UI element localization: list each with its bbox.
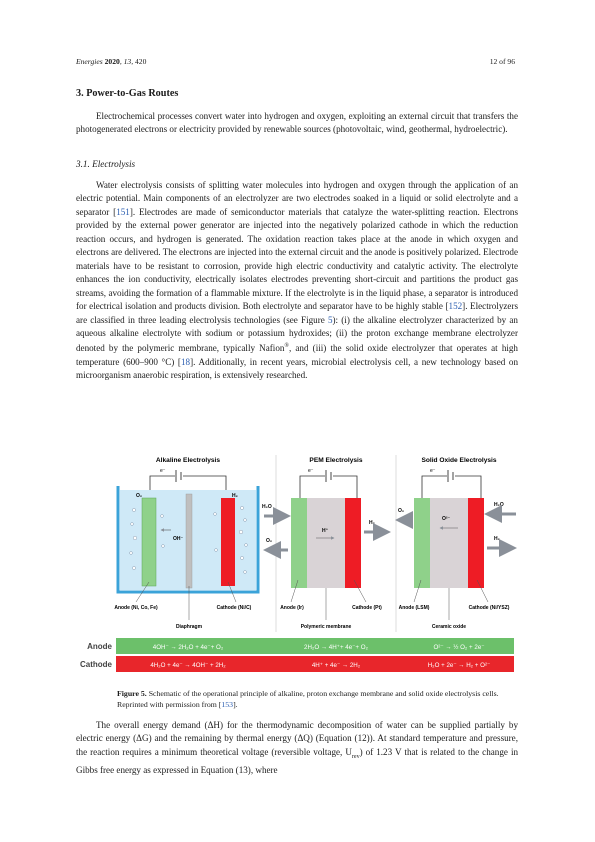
cathode-electrode [345,498,361,588]
cathode-electrode [468,498,484,588]
anode-electrode [142,498,156,586]
anode-material-label: Anode (LSM) [398,605,430,611]
anode-reaction: O²⁻ → ½ O₂ + 2e⁻ [433,644,485,651]
cathode-electrode [221,498,235,586]
ion-label: H⁺ [322,528,329,534]
ion-label: OH⁻ [173,536,184,542]
anode-electrode [291,498,307,588]
electrolysis-paragraph: Water electrolysis consists of splitting water molecules into hydrogen and oxygen through the application of an electric potential. Main components of an electrolyzer are two electrodes soaked in a liquid or solid electrolyte and a separator [151]. Electrodes are made of semiconductor materials that catalyze the water-splitting reaction. Electrons provided by the external power generator are injected into the negatively polarized cathode in which the reduction reaction occurs, and hydrogen is generated. The oxidation reaction takes place at the anode in which oxygen and electrons are delivered. The electrons are injected into the external circuit and the anode is positively polarized. Electrode materials have to be resistant to corrosion, provide high electric conductivity and catalytic activity. The electrolyte enhances the ion conductivity, electrically isolates electrodes preventing short-circuit and partitions the product gas streams, avoiding the formation of a flammable mixture. If the electrolyte is in the liquid phase, a separator is introduced for electrical isolation and products division. Both electrolyte and separator have to be highly stable [152]. Electrolyzers are classified in three leading electrolysis technologies (see Figure 5): (i) the alkaline electrolyzer characterized by an aqueous alkaline electrolyte with sodium or potassium hydroxides; (ii) the proton exchange membrane electrolyzer denoted by the polymeric membrane, typically Nafion®, and (iii) the solid oxide electrolyzer that operates at high temperature (600–900 °C) [18]. Additionally, in recent years, microbial electrolysis cell, a new technology based on microorganism anaerobic respiration, is extensively researched. [76,180,519,381]
h2-label: H₂ [232,493,238,499]
intro-paragraph: Electrochemical processes convert water into hydrogen and oxygen, exploiting an external circuit that transfers the photogenerated electrons or electricity provided by renewable sources (photovoltaic, wind, geothermal, hydroelectric). [76,111,518,135]
separator-label: Ceramic oxide [431,624,467,630]
citation-link[interactable]: 151 [116,206,130,217]
anode-material-label: Anode (Ir) [280,605,304,611]
citation-link[interactable]: 153 [221,700,234,709]
diaphragm [186,494,192,588]
cathode-reaction: 4H⁺ + 4e⁻ → 2H₂ [311,662,361,669]
citation-link[interactable]: 18 [180,356,191,367]
external-circuit [300,476,357,498]
panel-title-pem: PEM Electrolysis [309,457,363,464]
figure-link[interactable]: 5 [327,314,333,325]
electron-label: e⁻ [430,468,436,474]
electron-label: e⁻ [308,468,314,474]
polymeric-membrane [307,498,345,588]
cathode-reaction: H₂O + 2e⁻ → H₂ + O²⁻ [427,662,491,669]
running-header-page: 12 of 96 [489,57,515,66]
running-header-journal: Energies 2020, 13, 420 [76,57,147,66]
h2-label: H₂ [369,520,375,526]
anode-electrode [414,498,430,588]
water-in-label: H₂O [262,504,272,510]
cathode-material-label: Cathode (Pt) [352,605,382,611]
figure-svg [76,450,518,685]
figure-electrolysis-schematic [76,450,518,685]
h2-label: H₂ [494,536,500,542]
section-heading: 3. Power-to-Gas Routes [76,88,179,99]
o2-label: O₂ [398,508,405,514]
row-label-cathode: Cathode [80,660,112,669]
cathode-reaction: 4H₂O + 4e⁻ → 4OH⁻ + 2H₂ [150,662,226,669]
ion-label: O²⁻ [442,516,451,522]
anode-material-label: Anode (Ni, Co, Fe) [114,605,158,611]
panel-title-alkaline: Alkaline Electrolysis [155,457,221,464]
cathode-material-label: Cathode (Ni/C) [216,605,252,611]
subsection-heading: 3.1. Electrolysis [76,159,136,169]
separator-label: Diaphragm [175,624,203,630]
cathode-material-label: Cathode (Ni/YSZ) [468,605,510,611]
anode-reaction: 4OH⁻ → 2H₂O + 4e⁻+ O₂ [152,644,224,651]
separator-label: Polymeric membrane [300,624,352,630]
o2-label: O₂ [266,538,273,544]
citation-link[interactable]: 152 [448,301,463,312]
panel-title-solid-oxide: Solid Oxide Electrolysis [421,457,497,464]
row-label-anode: Anode [87,642,112,651]
external-circuit [422,476,481,498]
figure-caption: Figure 5. Schematic of the operational principle of alkaline, proton exchange membrane and solid oxide electrolysis cells. Reprinted with permission from [153]. [117,689,499,709]
closing-paragraph: The overall energy demand (ΔH) for the thermodynamic decomposition of water can be supplied partially by electric energy (ΔG) and the remaining by thermal energy (ΔQ) (Equation (12)). At standard temperature and pressure, the reaction requires a minimum theoretical voltage (reversible voltage, $U_{rev}$) of 1.23 V that is related to the change in Gibbs free energy as expressed in Equation (13), where [76,720,519,776]
electron-label: e⁻ [160,468,166,474]
o2-label: O₂ [136,493,143,499]
ceramic-oxide [430,498,468,588]
water-in-label: H₂O [494,502,504,508]
anode-reaction: 2H₂O → 4H⁺+ 4e⁻+ O₂ [304,644,368,651]
